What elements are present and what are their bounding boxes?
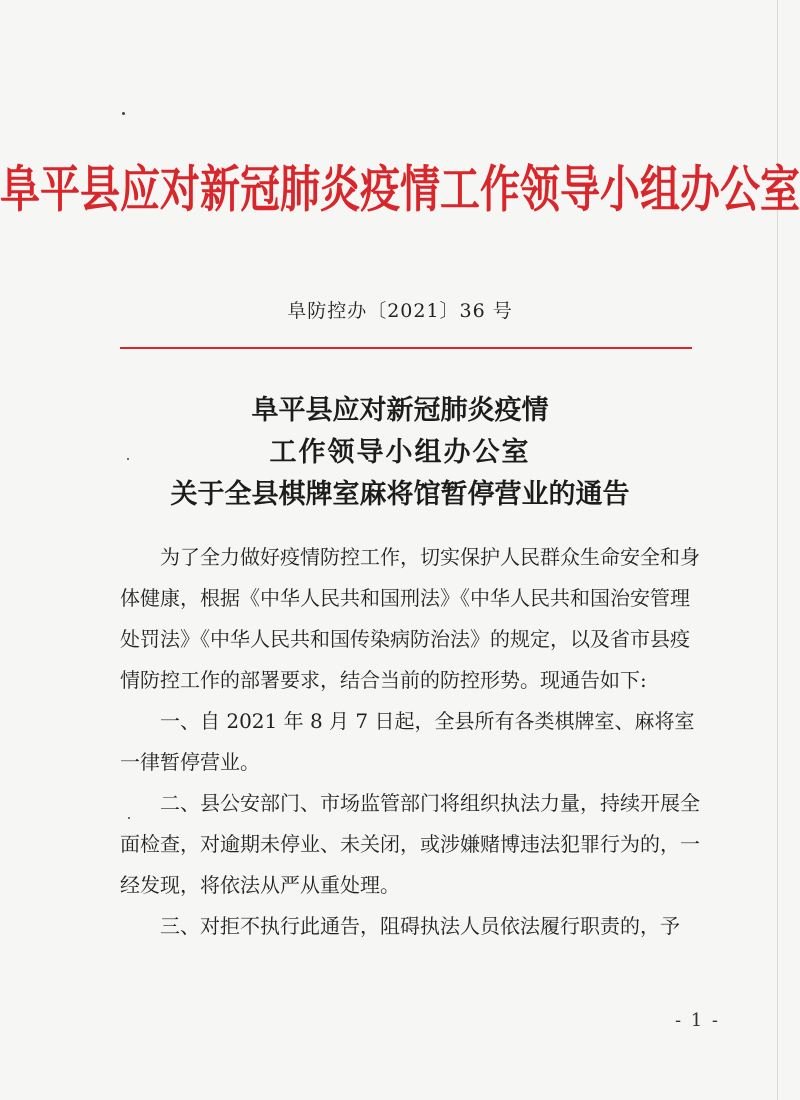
body-paragraph-item-1: 一、自 2021 年 8 月 7 日起，全县所有各类棋牌室、麻将室一律暂停营业。 xyxy=(120,709,695,774)
scan-speck xyxy=(127,458,129,460)
red-separator-rule xyxy=(120,347,692,349)
body-paragraph-intro: 为了全力做好疫情防控工作，切实保护人民群众生命安全和身体健康，根据《中华人民共和国刑法》《中华人民共和国治安管理处罚法》《中华人民共和国传染病防治法》的规定，以及省市县疫情防控工作的部署要求，结合当前的防控形势。现通告如下: xyxy=(120,545,700,692)
body-paragraph-item-2: 二、县公安部门、市场监管部门将组织执法力量，持续开展全面检查，对逾期未停业、未关闭，或涉嫌赌博违法犯罪行为的，一经发现，将依法从严从重处理。 xyxy=(120,791,700,897)
notice-title-line-2: 工作领导小组办公室 xyxy=(269,437,531,468)
issuing-office-header: 阜平县应对新冠肺炎疫情工作领导小组办公室 xyxy=(0,160,800,219)
notice-title xyxy=(0,390,800,516)
notice-title-line-3: 关于全县棋牌室麻将馆暂停营业的通告 xyxy=(170,479,630,510)
page-number: - 1 - xyxy=(674,1010,720,1031)
notice-body xyxy=(120,537,700,947)
body-paragraph-item-3: 三、对拒不执行此通告，阻碍执法人员依法履行职责的，予 xyxy=(160,914,680,938)
notice-title-line-1: 阜平县应对新冠肺炎疫情 xyxy=(251,395,549,426)
scan-speck xyxy=(122,112,125,115)
document-number: 阜防控办〔2021〕36 号 xyxy=(287,300,513,322)
scan-speck xyxy=(128,817,130,819)
